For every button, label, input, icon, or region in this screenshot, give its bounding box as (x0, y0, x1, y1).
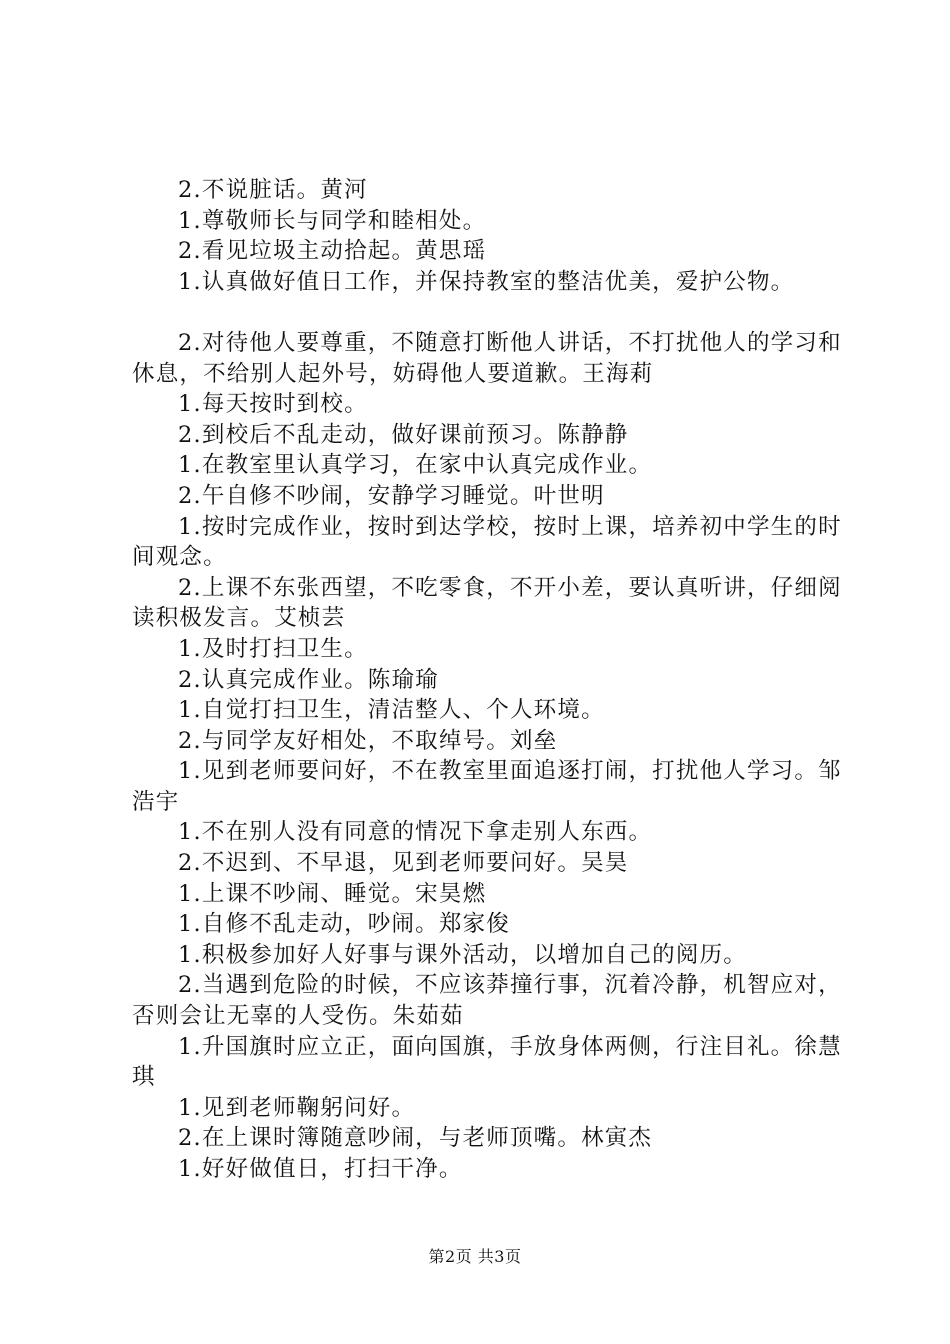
paragraph: 1.在教室里认真学习，在家中认真完成作业。 (178, 452, 653, 479)
document-body (132, 175, 852, 1185)
page-number-footer: 第2页 共3页 (428, 1247, 522, 1266)
paragraph: 1.尊敬师长与同学和睦相处。 (178, 207, 487, 234)
paragraph: 2.上课不东张西望，不吃零食，不开小差，要认真听讲，仔细阅读积极发言。艾桢芸 (132, 574, 842, 632)
paragraph: 1.不在别人没有同意的情况下拿走别人东西。 (178, 819, 653, 846)
paragraph: 2.认真完成作业。陈瑜瑜 (178, 666, 439, 693)
paragraph: 2.当遇到危险的时候，不应该莽撞行事，沉着冷静，机智应对，否则会让无辜的人受伤。朱茹茹 (132, 972, 842, 1030)
paragraph: 2.不说脏话。黄河 (178, 177, 368, 203)
paragraph: 2.在上课时簿随意吵闹，与老师顶嘴。林寅杰 (178, 1125, 653, 1152)
paragraph: 1.升国旗时应立正，面向国旗，手放身体两侧，行注目礼。徐慧琪 (132, 1033, 842, 1091)
paragraph: 2.不迟到、不早退，见到老师要问好。吴昊 (178, 850, 629, 877)
paragraph: 1.好好做值日，打扫干净。 (178, 1156, 463, 1182)
paragraph: 2.到校后不乱走动，做好课前预习。陈静静 (178, 421, 629, 448)
paragraph: 1.自修不乱走动，吵闹。郑家俊 (178, 911, 510, 938)
paragraph: 1.上课不吵闹、睡觉。宋昊燃 (178, 880, 487, 907)
paragraph: 1.每天按时到校。 (178, 391, 368, 418)
paragraph: 1.积极参加好人好事与课外活动，以增加自己的阅历。 (178, 941, 747, 968)
paragraph: 1.按时完成作业，按时到达学校，按时上课，培养初中学生的时间观念。 (132, 513, 842, 571)
paragraph: 2.看见垃圾主动拾起。黄思瑶 (178, 238, 487, 265)
paragraph: 2.对待他人要尊重，不随意打断他人讲话，不打扰他人的学习和休息，不给别人起外号，妨碍他人要道歉。王海莉 (132, 329, 842, 387)
paragraph: 1.见到老师要问好，不在教室里面追逐打闹，打扰他人学习。邹浩宇 (132, 758, 842, 815)
paragraph: 1.认真做好值日工作，并保持教室的整洁优美，爱护公物。 (178, 268, 795, 295)
paragraph: 1.及时打扫卫生。 (178, 635, 368, 662)
paragraph: 2.与同学友好相处，不取绰号。刘垒 (178, 727, 558, 754)
paragraph: 1.见到老师鞠躬问好。 (178, 1094, 416, 1121)
paragraph: 1.自觉打扫卫生，清洁整人、个人环境。 (178, 697, 605, 724)
paragraph: 2.午自修不吵闹，安静学习睡觉。叶世明 (178, 482, 605, 509)
